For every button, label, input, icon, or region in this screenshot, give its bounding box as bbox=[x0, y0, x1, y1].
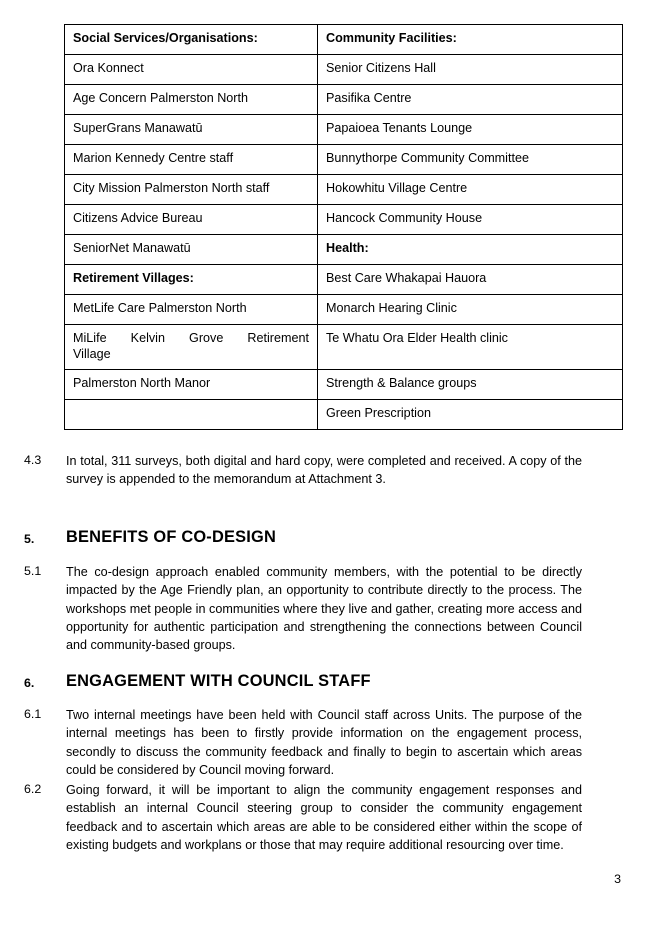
table-cell: Hokowhitu Village Centre bbox=[318, 175, 623, 205]
table-cell-line: MiLife Kelvin Grove Retirement bbox=[73, 331, 309, 345]
table-row bbox=[65, 115, 623, 145]
table-row bbox=[65, 205, 623, 235]
table-cell: Ora Konnect bbox=[65, 55, 318, 85]
table-cell bbox=[65, 400, 318, 430]
table-cell: City Mission Palmerston North staff bbox=[65, 175, 318, 205]
table-cell: Palmerston North Manor bbox=[65, 370, 318, 400]
table-cell: Hancock Community House bbox=[318, 205, 623, 235]
heading-number: 6. bbox=[24, 676, 35, 690]
table-row bbox=[65, 400, 623, 430]
table-cell: Age Concern Palmerston North bbox=[65, 85, 318, 115]
paragraph-5-1 bbox=[24, 563, 582, 654]
paragraph-4-3 bbox=[24, 452, 582, 489]
page-number: 3 bbox=[614, 872, 621, 886]
paragraph-text: Going forward, it will be important to align the community engagement responses and establish an internal Council steering group to consider the community engagement feedback and to ascertain which areas are able to be considered either within the scope of existing budgets and workplans or those that may require additional resourcing over time. bbox=[66, 783, 582, 852]
table-cell: SuperGrans Manawatū bbox=[65, 115, 318, 145]
table-row bbox=[65, 265, 623, 295]
table-row bbox=[65, 175, 623, 205]
table-cell: Best Care Whakapai Hauora bbox=[318, 265, 623, 295]
table-row bbox=[65, 295, 623, 325]
table-cell: SeniorNet Manawatū bbox=[65, 235, 318, 265]
table-cell: Senior Citizens Hall bbox=[318, 55, 623, 85]
table-body bbox=[65, 25, 623, 430]
table-cell: MetLife Care Palmerston North bbox=[65, 295, 318, 325]
table-row bbox=[65, 235, 623, 265]
stakeholder-table-wrapper bbox=[64, 24, 590, 430]
table-cell: Social Services/Organisations: bbox=[65, 25, 318, 55]
heading-title: ENGAGEMENT WITH COUNCIL STAFF bbox=[66, 672, 371, 690]
paragraph-number: 5.1 bbox=[24, 564, 42, 578]
table-row bbox=[65, 325, 623, 370]
table-cell: Papaioea Tenants Lounge bbox=[318, 115, 623, 145]
heading-title: BENEFITS OF CO-DESIGN bbox=[66, 528, 277, 546]
table-cell-line: Village bbox=[73, 346, 111, 361]
heading-number: 5. bbox=[24, 532, 35, 546]
table-row bbox=[65, 55, 623, 85]
table-cell: Community Facilities: bbox=[318, 25, 623, 55]
paragraph-text: Two internal meetings have been held with Council staff across Units. The purpose of the internal meetings has been to firstly provide information on the engagement process, secondly to discuss the community feedback and finally to begin to ascertain which areas could be considered by Council moving forward. bbox=[66, 708, 582, 777]
table-row bbox=[65, 370, 623, 400]
table-cell-multiline bbox=[65, 325, 318, 370]
table-cell: Health: bbox=[318, 235, 623, 265]
paragraph-number: 6.2 bbox=[24, 782, 42, 796]
paragraph-number: 4.3 bbox=[24, 453, 42, 467]
heading-5 bbox=[24, 527, 582, 548]
paragraph-number: 6.1 bbox=[24, 707, 42, 721]
paragraph-text: In total, 311 surveys, both digital and hard copy, were completed and received. A copy of the survey is appended to the memorandum at Attachment 3. bbox=[66, 454, 582, 487]
table-cell: Pasifika Centre bbox=[318, 85, 623, 115]
table-cell: Retirement Villages: bbox=[65, 265, 318, 295]
table-cell: Bunnythorpe Community Committee bbox=[318, 145, 623, 175]
paragraph-6-2 bbox=[24, 781, 582, 854]
table-row bbox=[65, 25, 623, 55]
stakeholder-table bbox=[64, 24, 623, 430]
table-cell: Strength & Balance groups bbox=[318, 370, 623, 400]
table-cell: Te Whatu Ora Elder Health clinic bbox=[318, 325, 623, 370]
paragraph-text: The co-design approach enabled community members, with the potential to be directly impacted by the Age Friendly plan, an opportunity to contribute directly to the process. The workshops met people in communities where they live and gather, creating more access and opportunity for authentic participation and strengthening the connections between Council and community-based groups. bbox=[66, 565, 582, 652]
table-cell: Monarch Hearing Clinic bbox=[318, 295, 623, 325]
paragraph-6-1 bbox=[24, 706, 582, 779]
table-cell: Green Prescription bbox=[318, 400, 623, 430]
table-cell: Marion Kennedy Centre staff bbox=[65, 145, 318, 175]
table-row bbox=[65, 145, 623, 175]
table-row bbox=[65, 85, 623, 115]
heading-6 bbox=[24, 671, 582, 692]
table-cell: Citizens Advice Bureau bbox=[65, 205, 318, 235]
